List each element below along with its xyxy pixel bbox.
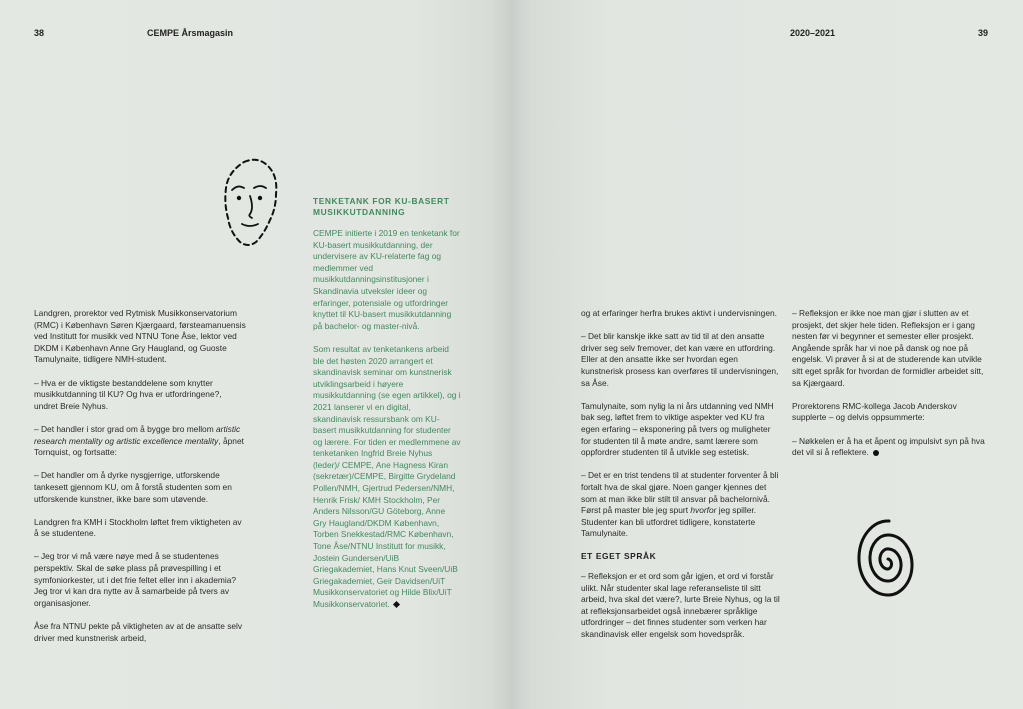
mid-body-column	[581, 308, 781, 652]
right-running-year: 2020–2021	[790, 28, 836, 38]
section-subhead: ET EGET SPRÅK	[581, 551, 657, 562]
left-paragraph-4: – Det handler om å dyrke nysgjerrige, utforskende tankesett gjennom KU, om å forstå studenten som en utforskende kunstner, ikke bare som utøvende.	[34, 470, 232, 504]
think-tank-sidebar	[313, 196, 461, 622]
left-paragraph-6: – Jeg tror vi må være nøye med å se studentenes perspektiv. Skal de søke plass på prøvespilling i et symfoniorkester, ut i det frie feltet eller inn i akademia? Jeg tror vi kan dra nytte av å samarbeide på tvers av organisasjoner.	[34, 551, 237, 608]
sidebar-paragraph-2: Som resultat av tenketankens arbeid ble det høsten 2020 arrangert et skandinavisk seminar om kunstnerisk utviklingsarbeid i høyere musikkutdanning (se egen artikkel), og i 2021 lanserer vi en digital, skandinavisk ressursbank om KU-basert musikkutdanning for studenter og lærere. For tiden er medlemmene av tenketanken Ingfrid Breie Nyhus (leder)/ CEMPE, Ane Hagness Kiran (sekretær)/CEMPE, Birgitte Grydeland Pollen/NMH, Gjertrud Pedersen/NMH, Henrik Frisk/ KMH Stockholm, Per Anders Nilsson/GU Göteborg, Anne Gry Haugland/DKDM København, Torben Snekkestad/RMC København, Tone Åse/NTNU Institutt for musikk, Jostein Gundersen/UiB Griegakademiet, Hans Knut Sveen/UiB Griegakademiet, Geir Davidsen/UiT Musikkonservatoriet og Hilde Blix/UiT Musikkonservatoriet.	[313, 343, 461, 609]
left-running-title: CEMPE Årsmagasin	[147, 28, 234, 38]
left-paragraph-7: Åse fra NTNU pekte på viktigheten av at de ansatte selv driver med kunstnerisk arbeid,	[34, 621, 243, 643]
left-paragraph-2: – Hva er de viktigste bestanddelene som knytter musikkutdanning til KU? Og hva er utfordringene?, undret Breie Nyhus.	[34, 377, 222, 411]
mid-paragraph-4-emphasis: hvorfor	[690, 505, 717, 516]
mid-paragraph-5: – Refleksjon er et ord som går igjen, et ord vi forstår ulikt. Når studenter skal lage referanseliste til sitt arbeid, hva skal det være?, lurte Breie Nyhus, og la til at refleksjonsarbeidet også innebærer språklige utfordringer – det finnes studenter som verken har skandinavisk eller engelsk som hovedspråk.	[581, 571, 780, 640]
sidebar-paragraph-1: CEMPE initierte i 2019 en tenketank for KU-basert musikkutdanning, der undervisere av KU-relaterte fag og medlemmer ved musikkutdanningsinstitusjoner i Skandinavia utveksler ideer og erfaringer, potensiale og utfordringer knyttet til KU-basert musikkutdanning på bachelor- og master-nivå.	[313, 228, 460, 331]
mid-paragraph-4: – Det er en trist tendens til at studenter forventer å bli fortalt hva de skal gjøre. Noen ganger kjennes det som at man ikke blir stilt til ansvar på bachelornivå. Først på master ble jeg spurt hvorfor jeg spiller. Studenter kan bli utfordret tidligere, konstaterte Tamulynaite.	[581, 470, 779, 539]
spiral-sketch-icon	[855, 515, 921, 611]
left-body-column	[34, 308, 246, 656]
right-paragraph-2: Prorektorens RMC-kollega Jacob Anderskov supplerte – og delvis oppsummerte:	[792, 400, 957, 423]
face-sketch-icon	[220, 158, 290, 258]
mid-paragraph-1: og at erfaringer herfra brukes aktivt i undervisningen.	[581, 308, 777, 318]
end-dot-icon	[873, 450, 879, 456]
right-page-number: 39	[978, 28, 989, 38]
mid-paragraph-2: – Det blir kanskje ikke satt av tid til at den ansatte driver seg selv fremover, det kan være en utfordring. Eller at den ansatte ikke ser hvordan egen kunstnerisk prosess kan overføres til undervisningen, sa Åse.	[581, 331, 779, 388]
mid-paragraph-3: Tamulynaite, som nylig la ni års utdanning ved NMH bak seg, løftet frem to viktige aspekter ved KU fra egen erfaring – eksponering på tvers og muligheter for studenten til å møte andre, samt lærere som oppfordrer studenten til å utvikle seg estetisk.	[581, 400, 774, 458]
sidebar-title: TENKETANK FOR KU-BASERT MUSIKKUTDANNING	[313, 196, 450, 217]
left-page-number: 38	[34, 28, 45, 38]
end-diamond-icon	[393, 601, 400, 608]
left-paragraph-3: – Det handler i stor grad om å bygge bro mellom artistic research mentality og artistic excellence mentality, åpnet Tornquist, og fortsatte:	[34, 423, 244, 458]
left-paragraph-1: Landgren, prorektor ved Rytmisk Musikkonservatorium (RMC) i København Søren Kjærgaard, førsteamanuensis ved Institutt for musikk ved NTNU Tone Åse, lektor ved DKDM i København Anne Gry Haugland, og Guoste Tamulynaite, tidligere NMH-student.	[34, 308, 246, 365]
right-body-column	[792, 308, 988, 470]
right-paragraph-3: – Nøkkelen er å ha et åpent og impulsivt syn på hva det vil si å reflektere.	[792, 435, 985, 458]
left-paragraph-3-emphasis: artistic research mentality og artistic excellence mentality	[34, 423, 241, 446]
right-paragraph-1: – Refleksjon er ikke noe man gjør i slutten av et prosjekt, det skjer hele tiden. Refleksjon er i gang nesten før vi begynner et semester eller prosjekt. Angående språk har vi noe på dansk og noe på engelsk. Vi prøver å si at de studerende kan utvikle sitt eget språk for hvordan de formidler arbeidet sitt, sa Kjærgaard.	[792, 308, 984, 388]
left-paragraph-5: Landgren fra KMH i Stockholm løftet frem viktigheten av å se studentene.	[34, 516, 242, 539]
